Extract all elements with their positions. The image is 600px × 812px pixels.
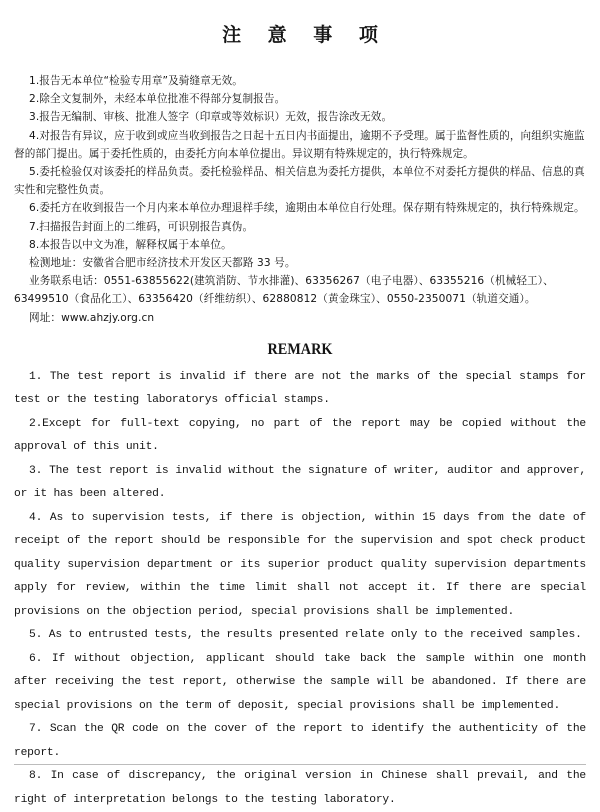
remark-title: REMARK [267, 340, 333, 358]
website: 网址：www.ahzjy.org.cn [29, 311, 155, 324]
note-cn-4: 4.对报告有异议，应于收到或应当收到报告之日起十五日内书面提出，逾期不予受理。属于监督性质的，向组织实施监督的部门提出。属于委托性质的，由委托方向本单位提出。异议期有特殊规定的，执行特殊规定。 [14, 129, 585, 160]
remark-item-4: 4. As to supervision tests, if there is objection, within 15 days from the date of receipt of the report should be responsible for the supervision and spot check product quality supervision department or its superior product quality supervision departments apply for review, within the time limit shall not accept it. If there are special provisions on the objection period, special provisions shall be implemented. [14, 511, 586, 618]
note-cn-7: 7.扫描报告封面上的二维码，可识别报告真伪。 [29, 220, 254, 233]
remark-item-8: 8. In case of discrepancy, the original version in Chinese shall prevail, and the right of interpretation belongs to the testing laboratory. [14, 770, 586, 806]
remark-item-2: 2.Except for full-text copying, no part of the report may be copied without the approval of this unit. [14, 417, 586, 454]
note-cn-6: 6.委托方在收到报告一个月内来本单位办理退样手续，逾期由本单位自行处理。保存期有特殊规定的，执行特殊规定。 [29, 202, 585, 215]
note-cn-3: 3.报告无编制、审核、批准人签字（印章或等效标识）无效，报告涂改无效。 [29, 111, 393, 124]
business-phone: 业务联系电话：0551-63855622(建筑消防、节水排灌)、63356267（电子电器）、63355216（机械轻工）、63499510（食品化工）、63356420（纤维纺织）、62880812（黄金珠宝）、0550-2350071（轨道交通）。 [14, 275, 554, 306]
notes-cn-section [14, 72, 586, 327]
remark-item-5: 5. As to entrusted tests, the results presented relate only to the received samples. [29, 629, 582, 642]
remark-section [14, 366, 586, 812]
divider-line [14, 764, 586, 765]
test-address: 检测地址：安徽省合肥市经济技术开发区天都路 33 号。 [29, 257, 296, 270]
page-title: 注 意 事 项 [222, 24, 388, 46]
remark-item-6: 6. If without objection, applicant should take back the sample within one month after receiving the test report, otherwise the sample will be abandoned. If there are special provisions on the term of deposit, special provisions shall be implemented. [14, 652, 586, 712]
remark-item-7: 7. Scan the QR code on the cover of the report to identify the authenticity of the report. [14, 723, 586, 759]
remark-item-1: 1. The test report is invalid if there are not the marks of the special stamps for test or the testing laboratorys official stamps. [14, 370, 586, 407]
remark-item-3: 3. The test report is invalid without the signature of writer, auditor and approver, or it has been altered. [14, 464, 586, 501]
note-cn-2: 2.除全文复制外，未经本单位批准不得部分复制报告。 [29, 93, 286, 106]
note-cn-5: 5.委托检验仅对该委托的样品负责。委托检验样品、相关信息为委托方提供，本单位不对委托方提供的样品、信息的真实性和完整性负责。 [14, 166, 585, 197]
note-cn-1: 1.报告无本单位“检验专用章”及骑缝章无效。 [29, 75, 243, 87]
note-cn-8: 8.本报告以中文为准，解释权属于本单位。 [29, 238, 232, 251]
